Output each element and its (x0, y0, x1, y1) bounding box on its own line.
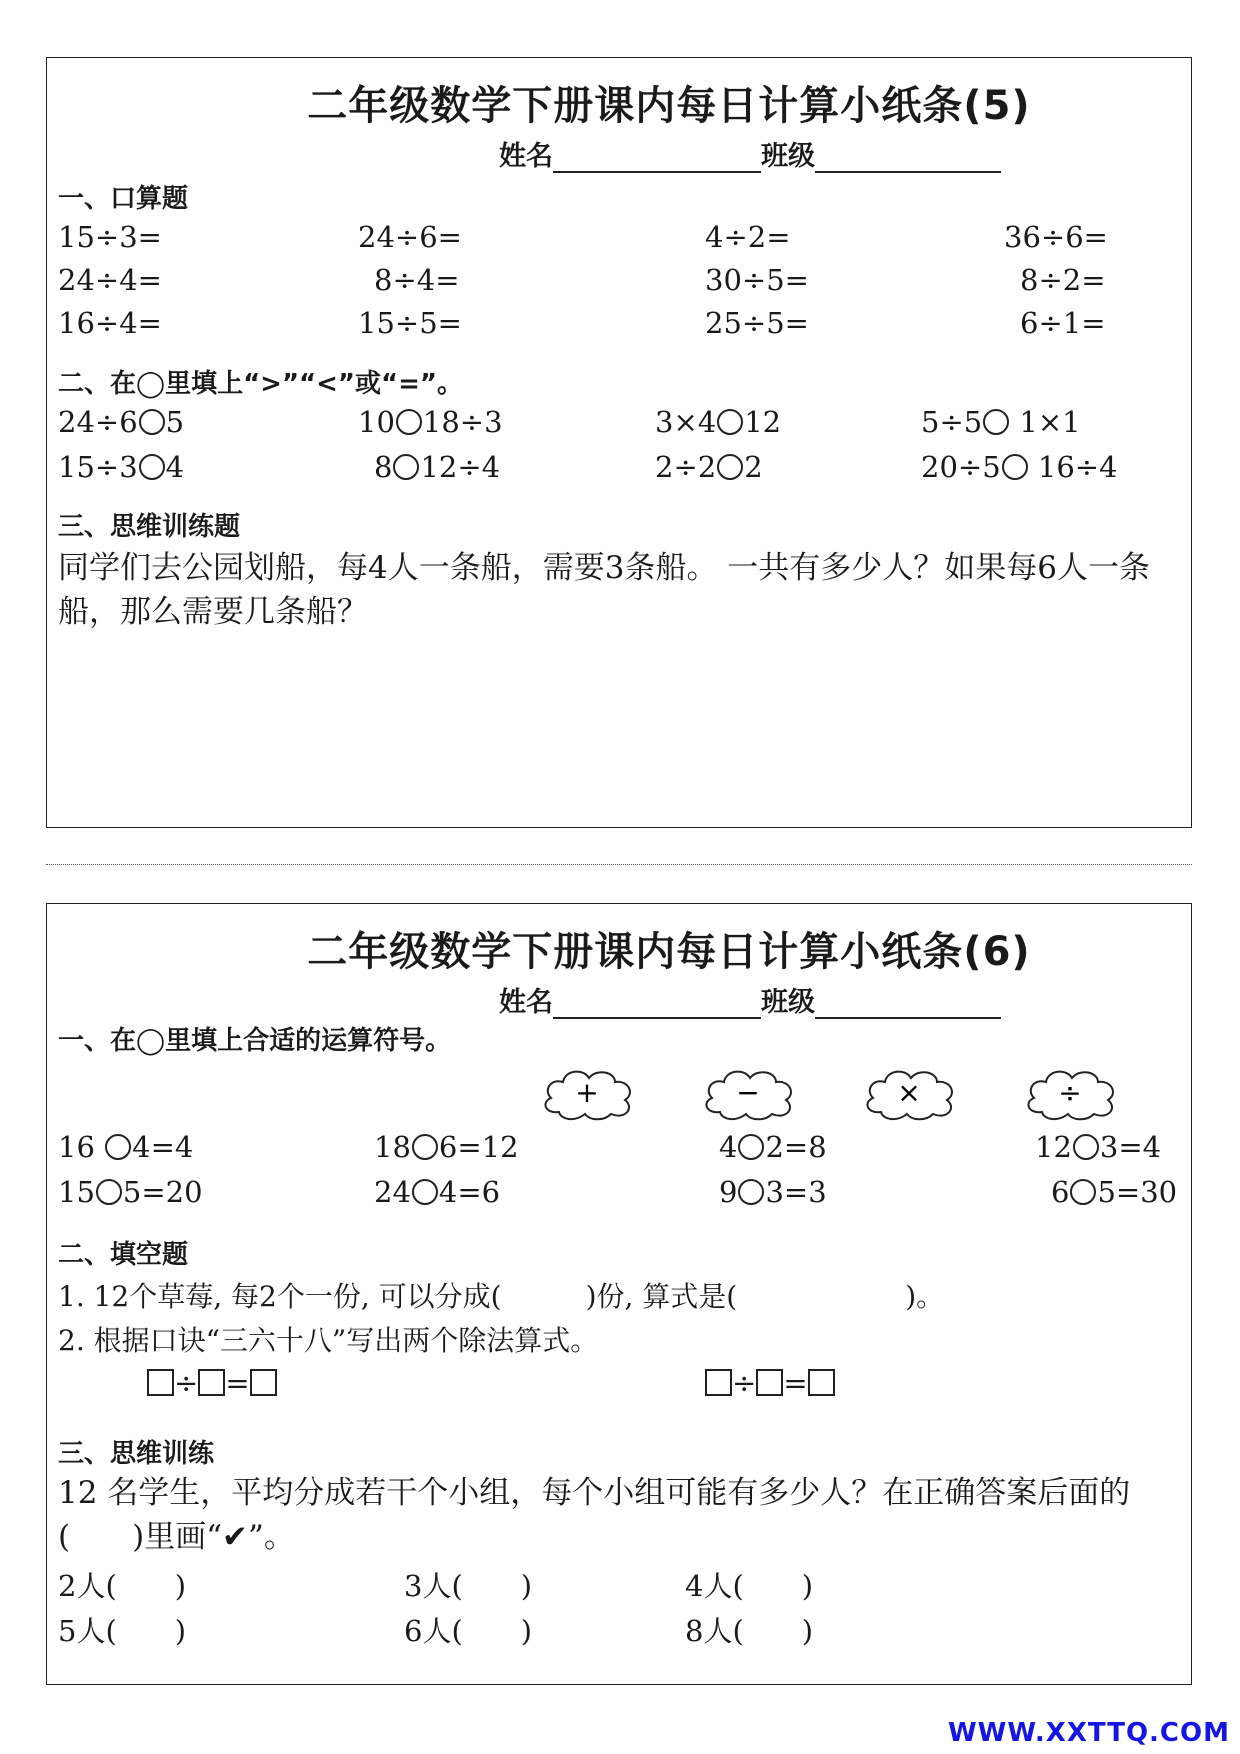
cloud-symbol: − (736, 1076, 760, 1109)
answer-circle[interactable] (139, 454, 165, 480)
operand-left: 9 (719, 1175, 738, 1209)
oral-problem: 25÷5= (705, 306, 809, 340)
name-label: 姓名 (499, 141, 553, 172)
operator-item (374, 1130, 519, 1164)
answer-circle[interactable] (717, 454, 743, 480)
oral-problem: 24÷6= (358, 220, 462, 254)
options-row (47, 1609, 1191, 1649)
fill-question-2-text: 2. 根据口诀“三六十八”写出两个除法算式。 (58, 1324, 599, 1357)
option-item[interactable]: 3人( ) (404, 1569, 533, 1603)
compare-right: 18÷3 (422, 405, 503, 439)
class-blank[interactable] (815, 989, 1001, 1019)
operand-right: 3=3 (765, 1175, 827, 1209)
section-heading-operators: 一、在◯里填上合适的运算符号。 (58, 1026, 452, 1056)
cloud-minus-icon (698, 1064, 798, 1122)
answer-box[interactable] (250, 1369, 277, 1396)
answer-circle[interactable] (1070, 1179, 1096, 1205)
oral-problem: 24÷4= (58, 263, 162, 297)
division-equation-2 (705, 1366, 835, 1400)
name-blank[interactable] (553, 143, 761, 173)
operand-right: 2=8 (765, 1130, 827, 1164)
answer-circle[interactable] (105, 1134, 131, 1160)
operator-item (719, 1130, 827, 1164)
compare-item (655, 405, 781, 439)
answer-circle[interactable] (396, 409, 422, 435)
operand-left: 12 (1035, 1130, 1072, 1164)
operator-item (58, 1130, 193, 1164)
operand-right: 4=4 (132, 1130, 194, 1164)
section-heading-thinking: 三、思维训练 (58, 1439, 215, 1469)
operand-right: 5=30 (1097, 1175, 1178, 1209)
option-item[interactable]: 5人( ) (58, 1614, 187, 1648)
section-heading-thinking: 三、思维训练题 (58, 512, 241, 542)
operator-item (719, 1175, 827, 1209)
site-watermark[interactable]: WWW.XXTTQ.COM (948, 1718, 1230, 1748)
oral-row (47, 263, 1191, 303)
operator-item (374, 1175, 500, 1209)
compare-item (921, 405, 1081, 439)
options-row (47, 1564, 1191, 1604)
compare-right: 12 (744, 405, 782, 439)
oral-problem: 8÷4= (374, 263, 460, 297)
cloud-symbol: + (575, 1076, 599, 1109)
operand-right: 3=4 (1099, 1130, 1162, 1164)
cloud-times-icon (859, 1064, 959, 1122)
fill-question-1 (47, 1275, 1191, 1315)
compare-item (358, 405, 503, 439)
oral-problem: 15÷5= (358, 306, 462, 340)
oral-row (47, 220, 1191, 260)
oral-row (47, 306, 1191, 346)
operator-row (47, 1175, 1191, 1215)
compare-right: 2 (744, 450, 763, 484)
compare-right: 1×1 (1010, 405, 1081, 439)
answer-circle[interactable] (983, 409, 1009, 435)
compare-left: 8 (374, 450, 393, 484)
fill-question-2 (47, 1319, 1191, 1359)
operator-item (1051, 1175, 1177, 1209)
option-item[interactable]: 6人( ) (404, 1614, 533, 1648)
class-blank[interactable] (815, 143, 1001, 173)
section-heading-compare: 二、在◯里填上“>”“<”或“=”。 (58, 369, 463, 399)
worksheet-6 (46, 903, 1192, 1685)
cloud-divide-icon (1020, 1064, 1120, 1122)
section-heading-oral: 一、口算题 (58, 184, 189, 214)
operand-right: 5=20 (122, 1175, 203, 1209)
name-blank[interactable] (553, 989, 761, 1019)
oral-problem: 30÷5= (705, 263, 809, 297)
compare-item (58, 450, 184, 484)
option-item[interactable]: 2人( ) (58, 1569, 187, 1603)
answer-circle[interactable] (96, 1179, 122, 1205)
compare-item (58, 405, 184, 439)
oral-problem: 8÷2= (1020, 263, 1106, 297)
answer-circle[interactable] (393, 454, 419, 480)
div-sign: ÷ (732, 1366, 757, 1400)
oral-problem: 36÷6= (1004, 220, 1108, 254)
word-problem: 同学们去公园划船，每4人一条船，需要3条船。 一共有多少人？如果每6人一条船，那么需要几条船？ (58, 550, 1151, 630)
answer-box[interactable] (808, 1369, 835, 1396)
answer-box[interactable] (147, 1369, 174, 1396)
operand-right: 6=12 (438, 1130, 519, 1164)
class-label: 班级 (761, 987, 815, 1018)
oral-problem: 4÷2= (705, 220, 791, 254)
operator-row (47, 1130, 1191, 1170)
operand-left: 15 (58, 1175, 95, 1209)
worksheet-title: 二年级数学下册课内每日计算小纸条(6) (307, 929, 1031, 975)
compare-left: 15÷3 (58, 450, 138, 484)
answer-circle[interactable] (717, 409, 743, 435)
compare-right: 16÷4 (1028, 450, 1118, 484)
option-item[interactable]: 8人( ) (685, 1614, 814, 1648)
operand-left: 6 (1051, 1175, 1070, 1209)
answer-circle[interactable] (738, 1134, 764, 1160)
answer-circle[interactable] (1002, 454, 1028, 480)
answer-circle[interactable] (412, 1134, 438, 1160)
compare-right: 4 (165, 450, 185, 484)
compare-left: 5÷5 (921, 405, 983, 439)
compare-row (47, 405, 1191, 445)
worksheet-title: 二年级数学下册课内每日计算小纸条(5) (307, 83, 1031, 129)
compare-left: 2÷2 (655, 450, 717, 484)
name-label: 姓名 (499, 987, 553, 1018)
section-heading-fill: 二、填空题 (58, 1240, 189, 1270)
eq-sign: = (225, 1366, 250, 1400)
compare-item (921, 450, 1118, 484)
answer-box[interactable] (198, 1369, 225, 1396)
answer-circle[interactable] (738, 1179, 764, 1205)
operand-right: 4=6 (438, 1175, 501, 1209)
answer-box[interactable] (705, 1369, 732, 1396)
cut-line (46, 864, 1192, 865)
oral-problem: 6÷1= (1020, 306, 1106, 340)
division-equations-row (47, 1366, 1191, 1406)
name-class-row (499, 134, 1001, 173)
answer-box[interactable] (756, 1369, 783, 1396)
compare-right: 12÷4 (420, 450, 501, 484)
div-sign: ÷ (174, 1366, 199, 1400)
compare-right: 5 (165, 405, 185, 439)
class-label: 班级 (761, 141, 815, 172)
compare-left: 24÷6 (58, 405, 138, 439)
option-item[interactable]: 4人( ) (685, 1569, 814, 1603)
worksheet-5 (46, 57, 1192, 828)
cloud-plus-icon (537, 1064, 637, 1122)
answer-circle[interactable] (139, 409, 165, 435)
compare-item (655, 450, 763, 484)
compare-item (374, 450, 500, 484)
fill-question-1-text: 1. 12个草莓, 每2个一份, 可以分成( )份, 算式是( )。 (58, 1280, 945, 1313)
answer-circle[interactable] (412, 1179, 438, 1205)
name-class-row (499, 980, 1001, 1019)
cloud-symbol: ÷ (1058, 1076, 1082, 1109)
eq-sign: = (783, 1366, 808, 1400)
compare-left: 20÷5 (921, 450, 1001, 484)
oral-problem: 16÷4= (58, 306, 162, 340)
word-problem: 12 名学生，平均分成若干个小组，每个小组可能有多少人？在正确答案后面的( )里画“✔”。 (58, 1475, 1131, 1555)
oral-problem: 15÷3= (58, 220, 162, 254)
cloud-symbol: × (897, 1076, 921, 1109)
compare-row (47, 450, 1191, 490)
operand-left: 4 (719, 1130, 738, 1164)
division-equation-1 (147, 1366, 277, 1400)
operator-item (1035, 1130, 1161, 1164)
answer-circle[interactable] (1073, 1134, 1099, 1160)
operand-left: 16 (58, 1130, 105, 1164)
compare-left: 10 (358, 405, 395, 439)
operator-item (58, 1175, 203, 1209)
compare-left: 3×4 (655, 405, 717, 439)
operand-left: 18 (374, 1130, 411, 1164)
operand-left: 24 (374, 1175, 411, 1209)
